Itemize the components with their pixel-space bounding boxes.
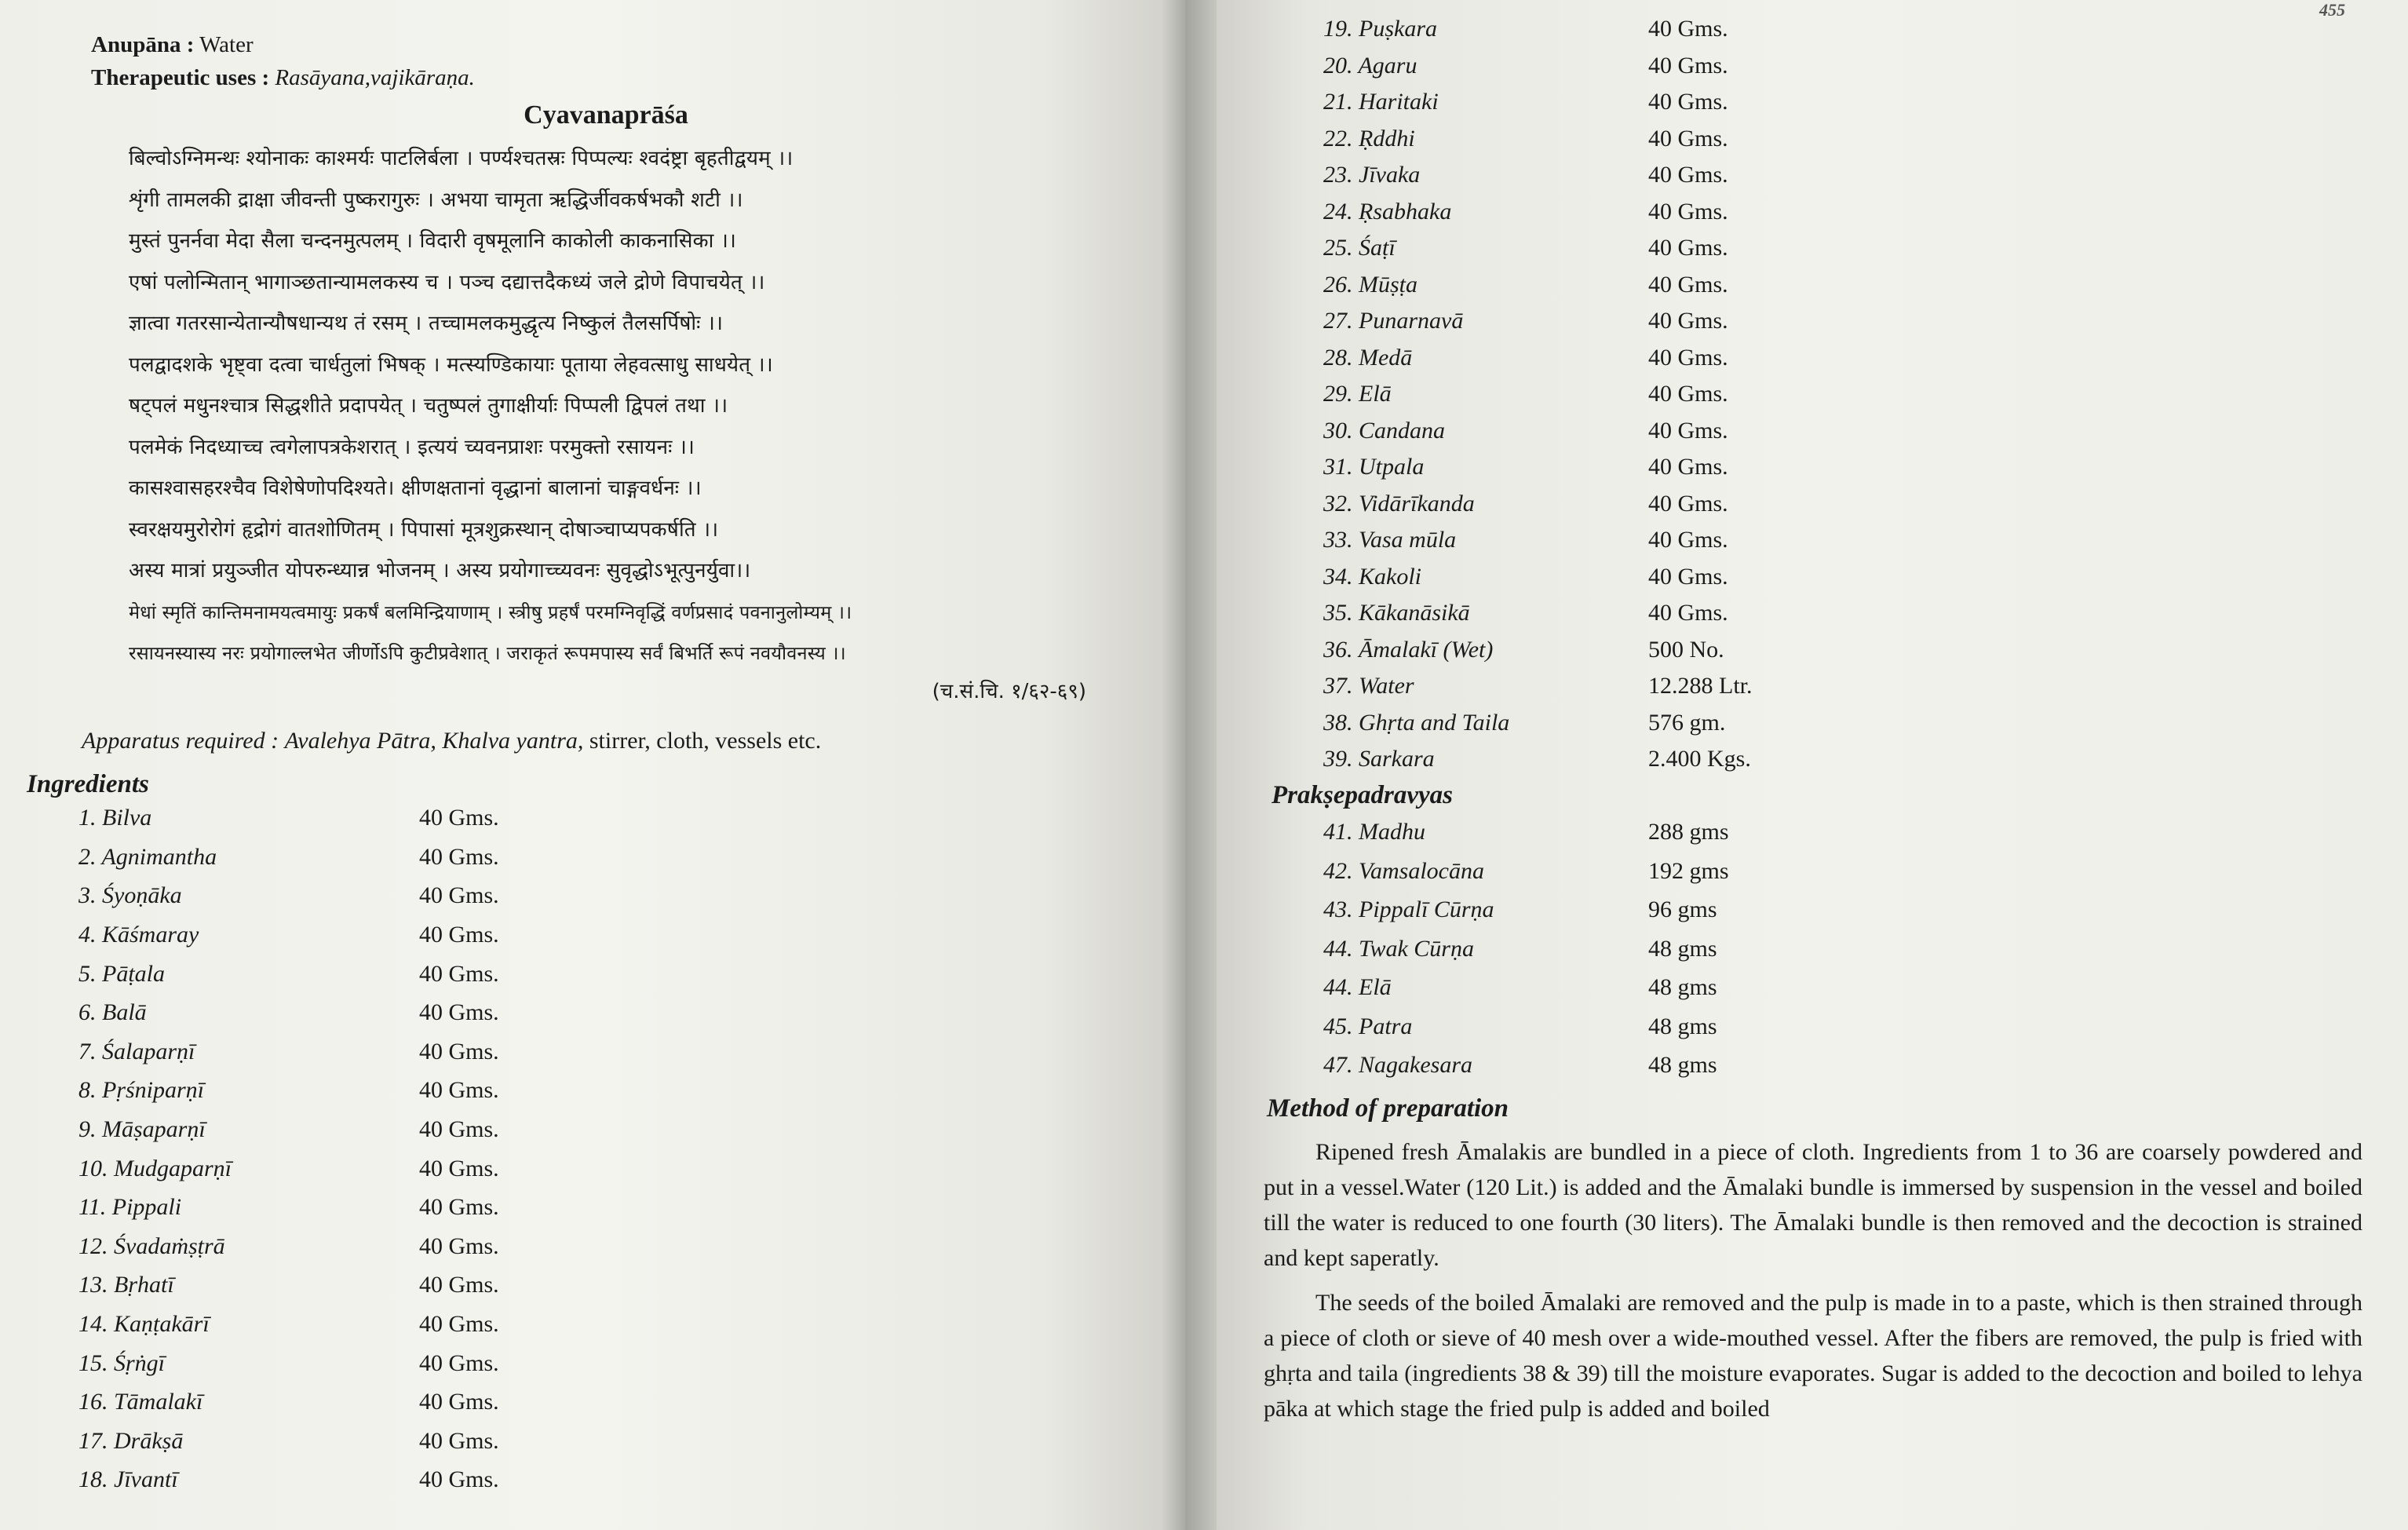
ingredient-row: [27, 1382, 1154, 1422]
ingredient-row: [1264, 303, 2377, 340]
ingredient-quantity: 40 Gms.: [1648, 344, 1728, 371]
method-paragraph: The seeds of the boiled Āmalaki are removed and the pulp is made in to a paste, which is then strained through a piece of cloth or sieve of 40 mesh over a wide-mouthed vessel. After the fibers are removed, the pulp is fried with ghṛta and taila (ingredients 38 & 39) till the moisture evaporates. Sugar is added to the decoction and boiled to lehya pāka at which stage the fried pulp is added and boiled: [1264, 1290, 2362, 1422]
ingredient-quantity: 48 gms: [1648, 1013, 1717, 1039]
verse-line: एषां पलोन्मितान् भागाञ्छतान्यामलकस्य च । पञ्च दद्यात्तदैकध्यं जले द्रोणे विपाचयेत् ।।: [129, 270, 765, 294]
ingredient-row: [27, 799, 1154, 838]
ingredient-name: 10. Mudgaparṇī: [78, 1155, 232, 1181]
ingredient-name: 17. Drākṣā: [78, 1427, 184, 1454]
ingredient-row: [27, 1422, 1154, 1461]
ingredient-name: 8. Pṛśniparṇī: [78, 1077, 205, 1104]
ingredient-name: 37. Water: [1323, 673, 1414, 699]
ingredient-name: 18. Jīvantī: [78, 1466, 178, 1493]
ingredient-row: [1264, 486, 2377, 523]
ingredient-row: [1264, 668, 2377, 705]
ingredient-quantity: 40 Gms.: [1648, 454, 1728, 480]
verse-line: अस्य मात्रां प्रयुञ्जीत योपरुन्ध्यान्न भोजनम् । अस्य प्रयोगाच्च्यवनः सुवृद्धोऽभूत्पुनर्युवा।।: [129, 559, 751, 582]
ingredient-quantity: 40 Gms.: [419, 960, 499, 987]
ingredient-quantity: 40 Gms.: [419, 1311, 499, 1338]
ingredient-name: 32. Vidārīkanda: [1323, 490, 1475, 517]
verse-citation: (च.सं.चि. १/६२-६९): [932, 679, 1086, 703]
ingredient-quantity: 40 Gms.: [419, 999, 499, 1026]
ingredient-name: 31. Utpala: [1323, 454, 1425, 480]
ingredient-quantity: 40 Gms.: [419, 1116, 499, 1143]
ingredient-row: [1264, 741, 2377, 778]
ingredient-row: [1264, 340, 2377, 377]
ingredient-name: 34. Kakoli: [1323, 563, 1421, 590]
ingredient-quantity: 40 Gms.: [1648, 125, 1728, 152]
ingredient-quantity: 40 Gms.: [1648, 89, 1728, 115]
verse-line: बिल्वोऽग्निमन्थः श्योनाकः काश्मर्यः पाटलिर्बला । पर्ण्यश्चतस्रः पिप्पल्यः श्वदंष्ट्रा बृहतीद्वयम् ।।: [129, 147, 794, 170]
right-page: [1185, 0, 2408, 1530]
ingredient-quantity: 40 Gms.: [1648, 162, 1728, 188]
ingredient-quantity: 40 Gms.: [419, 1272, 499, 1298]
ingredient-quantity: 40 Gms.: [1648, 417, 1728, 444]
verse-line: स्वरक्षयमुरोरोगं हृद्रोगं वातशोणितम् । पिपासां मूत्रशुक्रस्थान् दोषाञ्चाप्यपकर्षति ।।: [129, 517, 719, 542]
ingredient-quantity: 40 Gms.: [1648, 563, 1728, 590]
ingredient-row: [27, 1072, 1154, 1111]
ingredient-name: 25. Śaṭī: [1323, 235, 1396, 261]
ingredient-name: 44. Elā: [1323, 974, 1392, 1001]
ingredient-name: 20. Agaru: [1323, 52, 1417, 79]
verse-line: मेधां स्मृतिं कान्तिमनामयत्वमायुः प्रकर्षं बलमिन्द्रियाणाम् । स्त्रीषु प्रहर्षं परमग्निवृद्धिं वर्णप्रसादं पवनानुलोम्यम् ।।: [129, 601, 852, 623]
ingredient-row: [27, 1149, 1154, 1189]
ingredient-row: [1264, 267, 2377, 304]
ingredient-quantity: 576 gm.: [1648, 709, 1726, 736]
page-number: 455: [2319, 0, 2345, 20]
ingredient-row: [27, 1344, 1154, 1383]
ingredient-row: [27, 1227, 1154, 1266]
verse-line: रसायनस्यास्य नरः प्रयोगाल्लभेत जीर्णोऽपि कुटीप्रवेशात् । जराकृतं रूपमपास्य सर्वं बिभर्ति रूपं नवयौवनस्य ।।: [129, 642, 846, 664]
ingredient-quantity: 40 Gms.: [1648, 198, 1728, 225]
ingredient-quantity: 48 gms: [1648, 1052, 1717, 1079]
ingredient-name: 36. Āmalakī (Wet): [1323, 636, 1494, 663]
ingredient-row: [27, 955, 1154, 994]
ingredient-name: 26. Mūṣṭa: [1323, 271, 1417, 298]
ingredient-row: [1264, 852, 2377, 891]
ingredient-name: 28. Medā: [1323, 344, 1413, 371]
ingredient-row: [1264, 969, 2377, 1008]
ingredient-name: 38. Ghṛta and Taila: [1323, 709, 1510, 736]
apparatus-label: Apparatus required :: [82, 727, 279, 754]
ingredients-list-left: [27, 799, 1154, 1500]
method-text: [1264, 1134, 2377, 1426]
ingredient-row: [1264, 11, 2377, 48]
ingredient-row: [1264, 559, 2377, 596]
method-heading: Method of preparation: [1267, 1094, 1509, 1123]
ingredient-quantity: 48 gms: [1648, 935, 1717, 962]
ingredient-name: 3. Śyoṇāka: [78, 882, 182, 909]
ingredient-quantity: 48 gms: [1648, 974, 1717, 1001]
ingredient-row: [1264, 813, 2377, 853]
anupana-label: Anupāna :: [91, 32, 195, 57]
verse-line: पलमेकं निदध्याच्च त्वगेलापत्रकेशरात् । इत्ययं च्यवनप्राशः परमुक्तो रसायनः ।।: [129, 435, 695, 459]
ingredient-row: [1264, 413, 2377, 450]
therapeutic-uses-line: [91, 61, 1154, 94]
ingredient-quantity: 40 Gms.: [419, 843, 499, 870]
anupana-line: [91, 28, 1154, 61]
ingredient-quantity: 40 Gms.: [1648, 16, 1728, 42]
ingredient-name: 1. Bilva: [78, 805, 152, 831]
ingredient-quantity: 40 Gms.: [1648, 271, 1728, 298]
ingredient-quantity: 40 Gms.: [1648, 381, 1728, 407]
ingredient-quantity: 40 Gms.: [419, 1389, 499, 1415]
apparatus-line: [82, 728, 1154, 754]
ingredient-quantity: 40 Gms.: [419, 1155, 499, 1181]
ingredient-row: [1264, 1046, 2377, 1086]
apparatus-italic-items: Avalehya Pātra, Khalva yantra,: [284, 727, 584, 754]
ingredient-quantity: 40 Gms.: [419, 1427, 499, 1454]
ingredient-row: [1264, 632, 2377, 669]
ingredient-quantity: 2.400 Kgs.: [1648, 746, 1751, 772]
left-page: [0, 0, 1185, 1530]
anupana-value: Water: [199, 32, 254, 57]
ingredient-row: [1264, 230, 2377, 267]
ingredient-name: 30. Candana: [1323, 417, 1446, 444]
ingredient-name: 14. Kaṇṭakārī: [78, 1311, 210, 1338]
ingredient-quantity: 288 gms: [1648, 819, 1729, 845]
ingredient-row: [27, 915, 1154, 955]
ingredient-row: [27, 1110, 1154, 1149]
ingredient-row: [27, 993, 1154, 1032]
ingredient-row: [1264, 891, 2377, 930]
ingredient-row: [27, 1032, 1154, 1072]
ingredient-row: [1264, 121, 2377, 158]
verse-line: पलद्वादशके भृष्ट्वा दत्वा चार्धतुलां भिषक् । मत्स्यण्डिकायाः पूताया लेहवत्साधु साधयेत् ।।: [129, 352, 773, 377]
ingredient-name: 5. Pāṭala: [78, 960, 165, 987]
ingredient-name: 44. Twak Cūrṇa: [1323, 935, 1474, 962]
ingredient-row: [27, 1305, 1154, 1344]
ingredient-name: 9. Māṣaparṇī: [78, 1116, 206, 1143]
ingredient-quantity: 192 gms: [1648, 857, 1729, 884]
ingredient-name: 43. Pippalī Cūrṇa: [1323, 896, 1494, 923]
ingredient-row: [27, 1266, 1154, 1305]
ingredient-quantity: 40 Gms.: [419, 1232, 499, 1259]
ingredient-quantity: 40 Gms.: [419, 1038, 499, 1064]
ingredient-quantity: 40 Gms.: [1648, 490, 1728, 517]
ingredient-name: 27. Punarnavā: [1323, 308, 1464, 334]
ingredient-quantity: 40 Gms.: [419, 882, 499, 909]
ingredient-name: 19. Puṣkara: [1323, 16, 1437, 42]
ingredient-row: [1264, 194, 2377, 231]
ingredient-row: [1264, 449, 2377, 486]
ingredient-name: 22. Ṛddhi: [1323, 125, 1415, 152]
ingredient-name: 41. Madhu: [1323, 819, 1425, 845]
ingredient-row: [27, 1461, 1154, 1500]
ingredient-name: 29. Elā: [1323, 381, 1392, 407]
ingredient-name: 16. Tāmalakī: [78, 1389, 203, 1415]
ingredient-quantity: 40 Gms.: [419, 1466, 499, 1493]
therapeutic-uses-label: Therapeutic uses :: [91, 65, 270, 90]
ingredient-name: 47. Nagakesara: [1323, 1052, 1472, 1079]
ingredient-quantity: 40 Gms.: [419, 922, 499, 948]
ingredient-row: [1264, 705, 2377, 742]
ingredient-quantity: 500 No.: [1648, 636, 1724, 663]
ingredient-name: 13. Bṛhatī: [78, 1272, 174, 1298]
ingredient-quantity: 40 Gms.: [419, 1349, 499, 1376]
ingredient-row: [27, 877, 1154, 916]
method-paragraph: Ripened fresh Āmalakis are bundled in a piece of cloth. Ingredients from 1 to 36 are coarsely powdered and put in a vessel.Water (120 Lit.) is added and the Āmalaki bundle is immersed by suspension in the vessel and boiled till the water is reduced to one fourth (30 liters). The Āmalaki bundle is then removed and the decoction is strained and kept saperatly.: [1264, 1139, 2362, 1271]
ingredient-name: 39. Sarkara: [1323, 746, 1435, 772]
verse-line: ज्ञात्वा गतरसान्येतान्यौषधान्यथ तं रसम् । तच्चामलकमुद्धृत्य निष्कुलं तैलसर्पिषोः ।।: [129, 312, 724, 335]
recipe-title: Cyavanaprāśa: [524, 100, 688, 130]
ingredient-name: 45. Patra: [1323, 1013, 1413, 1039]
ingredient-name: 23. Jīvaka: [1323, 162, 1421, 188]
ingredient-quantity: 40 Gms.: [1648, 308, 1728, 334]
ingredient-name: 24. Ṛsabhaka: [1323, 198, 1452, 225]
praksepa-list: [1264, 813, 2377, 1086]
ingredient-name: 4. Kāśmaray: [78, 922, 199, 948]
ingredient-quantity: 12.288 Ltr.: [1648, 673, 1753, 699]
ingredient-row: [1264, 48, 2377, 85]
apparatus-other-items: stirrer, cloth, vessels etc.: [583, 727, 822, 754]
ingredient-row: [1264, 522, 2377, 559]
ingredient-name: 2. Agnimantha: [78, 843, 217, 870]
ingredient-row: [1264, 376, 2377, 413]
ingredient-row: [1264, 157, 2377, 194]
ingredient-quantity: 40 Gms.: [1648, 52, 1728, 79]
ingredient-quantity: 40 Gms.: [1648, 527, 1728, 553]
ingredient-quantity: 40 Gms.: [419, 1077, 499, 1104]
ingredient-quantity: 40 Gms.: [419, 1194, 499, 1221]
ingredient-row: [27, 1188, 1154, 1227]
ingredient-quantity: 40 Gms.: [1648, 600, 1728, 626]
ingredient-name: 42. Vamsalocāna: [1323, 857, 1484, 884]
ingredient-name: 7. Śalaparṇī: [78, 1038, 195, 1064]
ingredient-quantity: 40 Gms.: [1648, 235, 1728, 261]
verse-line: शृंगी तामलकी द्राक्षा जीवन्ती पुष्करागुरुः । अभया चामृता ऋद्धिर्जीवकर्षभकौ शटी ।।: [129, 188, 743, 212]
ingredient-quantity: 96 gms: [1648, 896, 1717, 923]
therapeutic-uses-value: Rasāyana,vajikāraṇa.: [275, 65, 475, 90]
ingredient-row: [1264, 84, 2377, 121]
ingredient-row: [1264, 1007, 2377, 1046]
ingredient-name: 12. Śvadaṁṣṭrā: [78, 1232, 225, 1259]
verse-line: षट्पलं मधुनश्चात्र सिद्धशीते प्रदापयेत् । चतुष्पलं तुगाक्षीर्याः पिप्पली द्विपलं तथा ।।: [129, 394, 728, 418]
verse-line: मुस्तं पुनर्नवा मेदा सैला चन्दनमुत्पलम् । विदारी वृषमूलानि काकोली काकनासिका ।।: [129, 229, 737, 253]
ingredient-name: 6. Balā: [78, 999, 147, 1026]
ingredient-name: 33. Vasa mūla: [1323, 527, 1457, 553]
sanskrit-verse: [129, 138, 1086, 674]
ingredient-row: [27, 838, 1154, 877]
praksepa-heading: Prakṣepadravyas: [1271, 780, 1453, 809]
ingredients-list-right: [1264, 11, 2377, 778]
ingredient-name: 21. Haritaki: [1323, 89, 1439, 115]
ingredient-quantity: 40 Gms.: [419, 805, 499, 831]
ingredients-heading: Ingredients: [27, 769, 149, 798]
ingredient-name: 15. Śṛṅgī: [78, 1349, 166, 1376]
verse-line: कासश्वासहरश्चैव विशेषेणोपदिश्यते। क्षीणक्षतानां वृद्धानां बालानां चाङ्गवर्धनः ।।: [129, 477, 702, 500]
ingredient-name: 11. Pippali: [78, 1194, 182, 1221]
ingredient-row: [1264, 595, 2377, 632]
ingredient-name: 35. Kākanāsikā: [1323, 600, 1470, 626]
ingredient-row: [1264, 929, 2377, 969]
